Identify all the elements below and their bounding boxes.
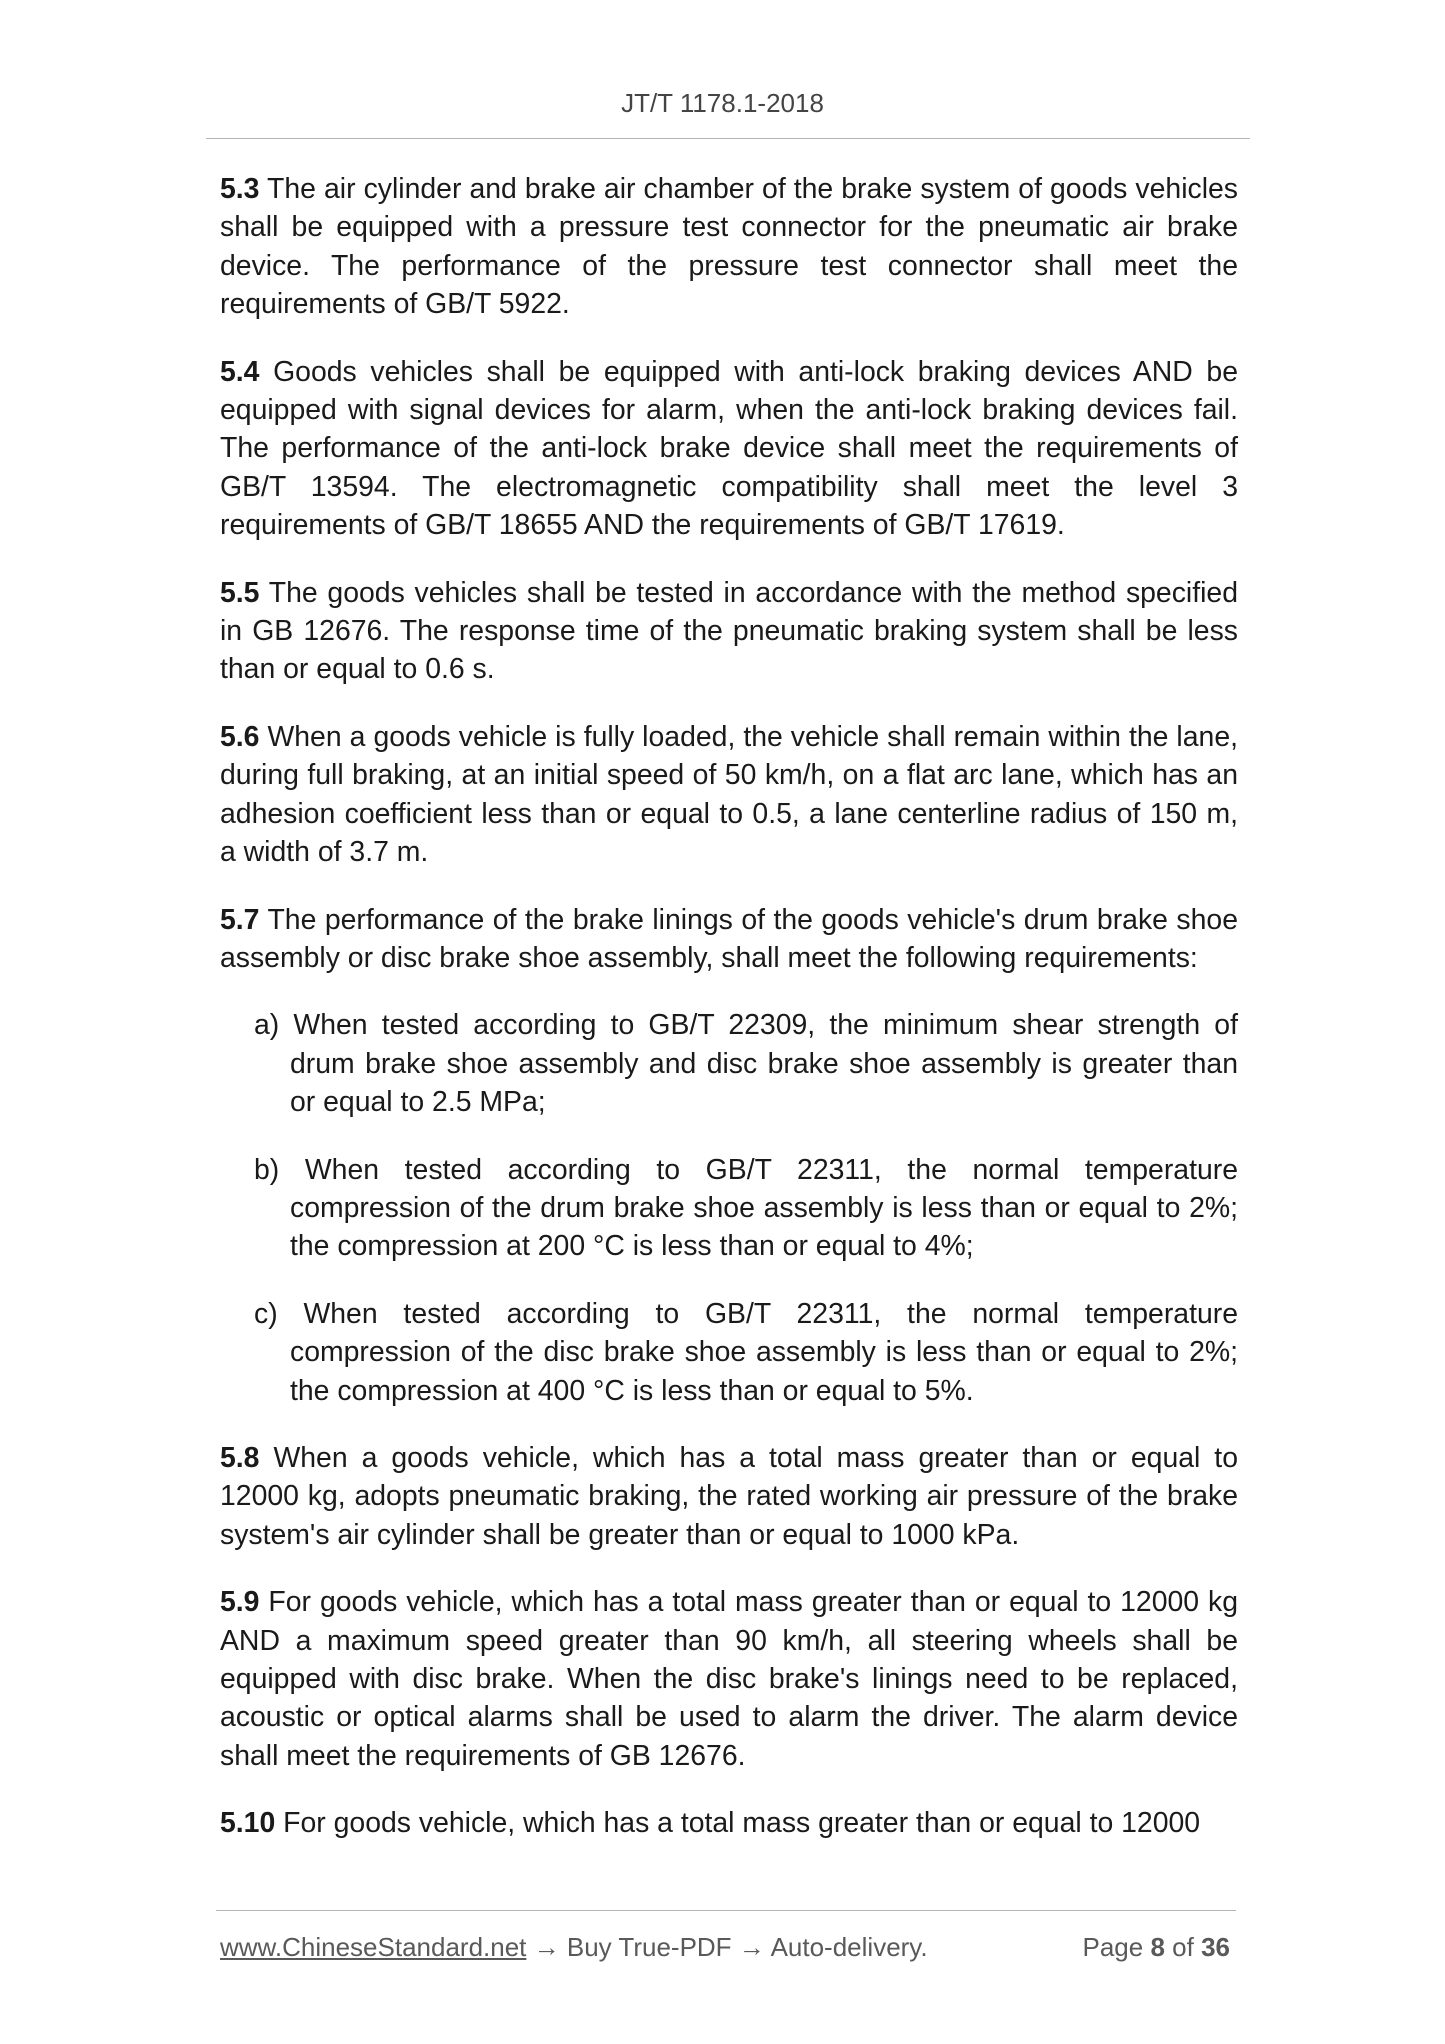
footer-left — [220, 1932, 928, 1963]
clause-text: The goods vehicles shall be tested in accordance with the method specified in GB 12676. The response time of the pneumatic braking system shall be less than or equal to 0.6 s. — [220, 576, 1238, 686]
paragraph — [220, 1439, 1238, 1554]
document-body — [220, 170, 1238, 1872]
clause-number: 5.9 — [220, 1586, 260, 1619]
clause-text: For goods vehicle, which has a total mass greater than or equal to 12000 — [275, 1807, 1201, 1840]
paragraph — [220, 1804, 1238, 1842]
paragraph — [220, 170, 1238, 324]
footer-tagline: → Buy True-PDF → Auto-delivery. — [526, 1932, 928, 1962]
document-id: JT/T 1178.1-2018 — [621, 88, 824, 118]
clause-text: The performance of the brake linings of the goods vehicle's drum brake shoe assembly or disc brake shoe assembly, shall meet the following requirements: — [220, 903, 1238, 974]
clause-text: The air cylinder and brake air chamber of the brake system of goods vehicles shall be equipped with a pressure test connector for the pneumatic air brake device. The performance of the pressure test connector shall meet the requirements of GB/T 5922. — [220, 173, 1238, 321]
clause-number: 5.3 — [220, 173, 260, 205]
clause-number: 5.5 — [220, 576, 260, 609]
paragraph — [220, 353, 1238, 545]
clause-text: For goods vehicle, which has a total mass greater than or equal to 12000 kg AND a maximum speed greater than 90 km/h, all steering wheels shall be equipped with disc brake. When the disc brake's linings need to be replaced, acoustic or optical alarms shall be used to alarm the driver. The alarm device shall meet the requirements of GB 12676. — [220, 1586, 1238, 1772]
page-current: 8 — [1150, 1932, 1165, 1962]
list-item: b) When tested according to GB/T 22311, the normal temperature compression of the drum brake shoe assembly is less than or equal to 2%; the compression at 200 °C is less than or equal to 4%; — [254, 1153, 1238, 1263]
clause-number: 5.10 — [220, 1807, 276, 1840]
list-item: c) When tested according to GB/T 22311, the normal temperature compression of the disc brake shoe assembly is less than or equal to 2%; the compression at 400 °C is less than or equal to 5%. — [254, 1297, 1238, 1407]
paragraph — [220, 1583, 1238, 1775]
clause-number: 5.4 — [220, 355, 260, 388]
list-item: a) When tested according to GB/T 22309, the minimum shear strength of drum brake shoe assembly and disc brake shoe assembly is greater than or equal to 2.5 MPa; — [254, 1009, 1238, 1119]
page-total: 36 — [1201, 1932, 1230, 1962]
clause-text: When a goods vehicle is fully loaded, the vehicle shall remain within the lane, during full braking, at an initial speed of 50 km/h, on a flat arc lane, which has an adhesion coefficient less than or equal to 0.5, a lane centerline radius of 150 m, a width of 3.7 m. — [220, 720, 1238, 869]
clause-number: 5.7 — [220, 903, 260, 936]
clause-number: 5.8 — [220, 1441, 260, 1474]
paragraph — [220, 574, 1238, 689]
clause-text: Goods vehicles shall be equipped with anti-lock braking devices AND be equipped with signal devices for alarm, when the anti-lock braking devices fail. The performance of the anti-lock brake device shall meet the requirements of GB/T 13594. The electromagnetic compatibility shall meet the level 3 requirements of GB/T 18655 AND the requirements of GB/T 17619. — [220, 355, 1238, 542]
page-label: Page — [1082, 1932, 1144, 1962]
clause-number: 5.6 — [220, 720, 260, 753]
header-divider — [206, 138, 1250, 139]
website-link[interactable]: www.ChineseStandard.net — [220, 1932, 527, 1962]
paragraph — [220, 718, 1238, 872]
footer-divider — [216, 1910, 1236, 1911]
paragraph — [220, 901, 1238, 978]
clause-text: When a goods vehicle, which has a total mass greater than or equal to 12000 kg, adopts pneumatic braking, the rated working air pressure of the brake system's air cylinder shall be greater than or equal to 1000 kPa. — [220, 1441, 1238, 1551]
page-of: of — [1172, 1932, 1194, 1962]
page-indicator — [1082, 1932, 1230, 1963]
document-header — [0, 88, 1445, 119]
